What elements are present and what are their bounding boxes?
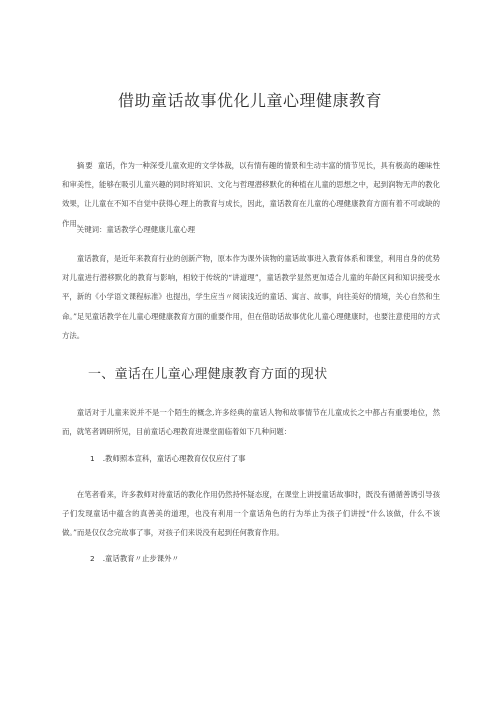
abstract-text: 童话，作为一种深受儿童欢迎的文学体裁，以有情有趣的情景和生动丰富的情节见长，具有极高的趣味性和审美性，能够在吸引儿童兴趣的同时将知识、文化与哲理潜移默化的种植在儿童的思想之中，起到润物无声的教化效果，让儿童在不知不自觉中获得心理上的教育与成长，因此，童话教育在儿童的心理健康教育方面有着不可或缺的作用。 bbox=[62, 161, 440, 228]
keywords-line: 关键词：童话教学心理健康儿童心理 bbox=[76, 225, 196, 234]
subsection-2-heading bbox=[90, 553, 179, 564]
subsection-2-number: 2 bbox=[90, 554, 95, 563]
subsection-1-number: 1 bbox=[90, 454, 95, 463]
subsection-1-title: .教师照本宣科，童话心理教育仅仅应付了事 bbox=[102, 454, 246, 463]
document-title: 借助童话故事优化儿童心理健康教育 bbox=[117, 91, 382, 110]
abstract-label: 摘要 bbox=[76, 161, 94, 170]
intro-paragraph: 童话教育，是近年来教育行业的创新产物，原本作为课外读物的童话故事进入教育体系和课堂，利用自身的优势对儿童进行潜移默化的教育与影响，相较于传统的“讲道理”，童话教学显然更加适合儿童的年龄区间和知识接受水平，新的《小学语文课程标准》也提出，学生应当〃阅读浅近的童话、寓言、故事，向往美好的情境，关心自然和生命。”足见童话教学在儿童心理健康教育方面的重要作用，但在借助话故事优化儿童心理健康时，也要注意使用的方式方法。 bbox=[62, 254, 440, 340]
subsection-1-heading bbox=[90, 453, 245, 464]
section-1-paragraph: 童话对于儿童来说并不是一个陌生的概念,许多经典的童话人物和故事情节在儿童成长之中都占有重要地位，然而，就笔者调研所见，目前童话心理教育进课堂面临着如下几种问题： bbox=[62, 408, 440, 437]
subsection-2-title: .童话教育〃止步课外〃 bbox=[102, 554, 179, 563]
section-1-heading: 一、童话在儿童心理健康教育方面的现状 bbox=[88, 367, 328, 382]
subsection-1-paragraph: 在笔者看来，许多教师对待童话的教化作用仍然持怀疑态度，在课堂上讲授童话故事时，既没有循循善诱引导孩子们发现童话中蕴含的真善美的道理，也没有利用一个童话角色的行为举止为孩子们讲授“什么该做，什么不该做。”而是仅仅念完故事了事，对孩子们来说没有起到任何教育作用。 bbox=[62, 490, 440, 538]
